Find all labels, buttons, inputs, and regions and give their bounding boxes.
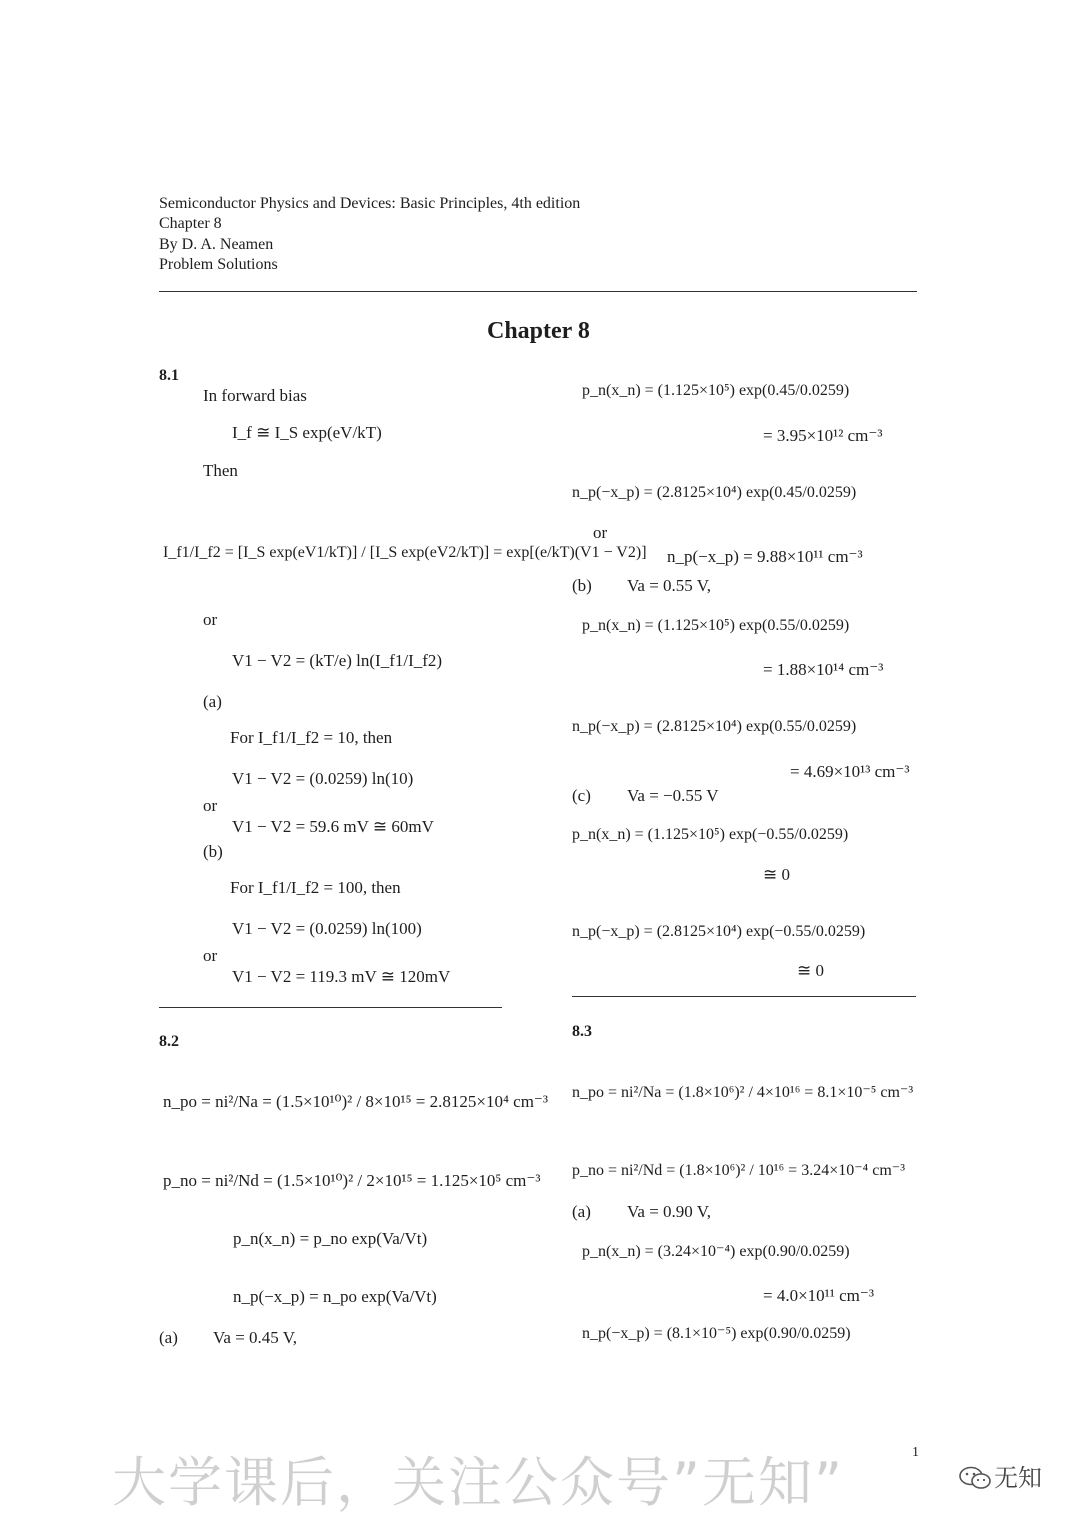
header-line-1: Semiconductor Physics and Devices: Basic Principles, 4th edition xyxy=(159,195,581,212)
equation-npo-8-3: n_po = ni²/Na = (1.8×10⁶)² / 4×10¹⁶ = 8.1×10⁻⁵ cm⁻³ xyxy=(572,1084,914,1101)
result-pn-neg-055: ≅ 0 xyxy=(763,865,790,884)
equation-pno-8-3: p_no = ni²/Nd = (1.8×10⁶)² / 10¹⁶ = 3.24×10⁻⁴ cm⁻³ xyxy=(572,1162,906,1179)
text-then: Then xyxy=(203,461,238,480)
result-pn-055: = 1.88×10¹⁴ cm⁻³ xyxy=(763,660,884,679)
account-name: 无知 xyxy=(994,1464,1042,1492)
section-divider-right xyxy=(572,996,916,997)
equation-pn-neg-055: p_n(x_n) = (1.125×10⁵) exp(−0.55/0.0259) xyxy=(572,826,849,843)
label-part-b-right: (b) xyxy=(572,576,592,595)
result-np-055: = 4.69×10¹³ cm⁻³ xyxy=(790,762,910,781)
label-part-c-right: (c) xyxy=(572,786,591,805)
equation-va-neg-055: Va = −0.55 V xyxy=(627,786,719,805)
text-or-1: or xyxy=(203,610,218,629)
label-8-2-part-a: (a) xyxy=(159,1328,178,1347)
equation-np-090: n_p(−x_p) = (8.1×10⁻⁵) exp(0.90/0.0259) xyxy=(582,1325,851,1342)
label-8-3-part-a: (a) xyxy=(572,1202,591,1221)
page-title: Chapter 8 xyxy=(487,318,590,344)
page-number: 1 xyxy=(912,1445,919,1460)
watermark-text: 大学课后，关注公众号”无知” xyxy=(112,1451,844,1514)
equation-b-result: V1 − V2 = 119.3 mV ≅ 120mV xyxy=(232,967,451,986)
equation-npo-8-2: n_po = ni²/Na = (1.5×10¹⁰)² / 8×10¹⁵ = 2.8125×10⁴ cm⁻³ xyxy=(163,1092,548,1111)
problem-label-8-1: 8.1 xyxy=(159,367,179,384)
equation-np-neg-055: n_p(−x_p) = (2.8125×10⁴) exp(−0.55/0.0259) xyxy=(572,923,866,940)
text-or-3: or xyxy=(203,946,218,965)
result-pn-045: = 3.95×10¹² cm⁻³ xyxy=(763,426,883,445)
equation-np-045: n_p(−x_p) = (2.8125×10⁴) exp(0.45/0.0259) xyxy=(572,484,857,501)
equation-pno-8-2: p_no = ni²/Nd = (1.5×10¹⁰)² / 2×10¹⁵ = 1.125×10⁵ cm⁻³ xyxy=(163,1171,541,1190)
result-np-045: n_p(−x_p) = 9.88×10¹¹ cm⁻³ xyxy=(667,547,863,566)
header-line-3: By D. A. Neamen xyxy=(159,236,274,253)
equation-current-ratio: I_f1/I_f2 = [I_S exp(eV1/kT)] / [I_S exp(eV2/kT)] = exp[(e/kT)(V1 − V2)] xyxy=(163,544,647,561)
equation-pn-045: p_n(x_n) = (1.125×10⁵) exp(0.45/0.0259) xyxy=(582,382,850,399)
section-divider-left xyxy=(159,1007,502,1008)
problem-label-8-3: 8.3 xyxy=(572,1023,592,1040)
equation-a-result: V1 − V2 = 59.6 mV ≅ 60mV xyxy=(232,817,434,836)
header-line-2: Chapter 8 xyxy=(159,215,222,232)
result-pn-090: = 4.0×10¹¹ cm⁻³ xyxy=(763,1286,874,1305)
equation-a-step-1: V1 − V2 = (0.0259) ln(10) xyxy=(232,769,414,788)
text-for-ratio-10: For I_f1/I_f2 = 10, then xyxy=(230,728,393,747)
wechat-icon xyxy=(958,1466,992,1490)
text-forward-bias: In forward bias xyxy=(203,386,307,405)
label-part-b: (b) xyxy=(203,842,223,861)
equation-np-055: n_p(−x_p) = (2.8125×10⁴) exp(0.55/0.0259) xyxy=(572,718,857,735)
equation-forward-current: I_f ≅ I_S exp(eV/kT) xyxy=(232,423,382,442)
equation-pn-090: p_n(x_n) = (3.24×10⁻⁴) exp(0.90/0.0259) xyxy=(582,1243,850,1260)
equation-va-055: Va = 0.55 V, xyxy=(627,576,712,595)
text-or-2: or xyxy=(203,796,218,815)
equation-pn-055: p_n(x_n) = (1.125×10⁵) exp(0.55/0.0259) xyxy=(582,617,850,634)
text-for-ratio-100: For I_f1/I_f2 = 100, then xyxy=(230,878,401,897)
equation-va-045: Va = 0.45 V, xyxy=(213,1328,298,1347)
equation-np-boundary: n_p(−x_p) = n_po exp(Va/Vt) xyxy=(233,1287,437,1306)
text-or-right-1: or xyxy=(593,523,608,542)
equation-pn-boundary: p_n(x_n) = p_no exp(Va/Vt) xyxy=(233,1229,428,1248)
equation-voltage-difference: V1 − V2 = (kT/e) ln(I_f1/I_f2) xyxy=(232,651,443,670)
header-divider xyxy=(159,291,917,292)
label-part-a: (a) xyxy=(203,692,222,711)
result-np-neg-055: ≅ 0 xyxy=(797,961,824,980)
equation-va-090: Va = 0.90 V, xyxy=(627,1202,712,1221)
equation-b-step-1: V1 − V2 = (0.0259) ln(100) xyxy=(232,919,422,938)
header-line-4: Problem Solutions xyxy=(159,256,278,273)
problem-label-8-2: 8.2 xyxy=(159,1033,179,1050)
